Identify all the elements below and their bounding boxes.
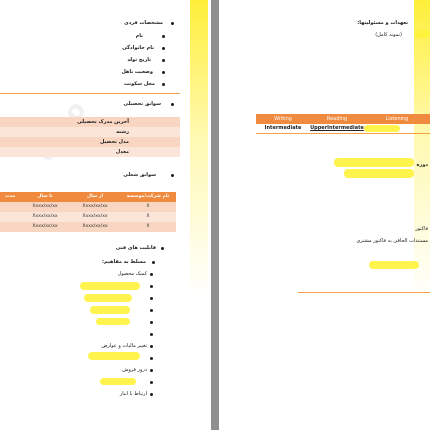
lang-value: Intermediate bbox=[264, 125, 302, 131]
section-title-personal: مشخصات فردی bbox=[124, 20, 163, 26]
jobs-cell: X bbox=[120, 212, 176, 222]
jobs-header: نام شرکت/موسسه bbox=[120, 192, 176, 202]
bullet bbox=[150, 309, 153, 312]
jobs-cell bbox=[0, 202, 20, 212]
education-row bbox=[0, 127, 180, 137]
text-highlight bbox=[369, 261, 419, 269]
bullet bbox=[150, 333, 153, 336]
education-label: رشته bbox=[116, 129, 129, 135]
jobs-header: از سال bbox=[70, 192, 120, 202]
bullet bbox=[162, 59, 165, 62]
jobs-cell: Xxxx/xx/xx bbox=[70, 202, 120, 212]
jobs-cell bbox=[0, 222, 20, 232]
lang-value: UpperIntermediate bbox=[310, 125, 364, 131]
jobs-header: مدت bbox=[0, 192, 20, 202]
bullet bbox=[150, 285, 153, 288]
bullet bbox=[150, 357, 153, 360]
education-label: آخرین مدرک تحصیلی bbox=[77, 119, 129, 125]
text-highlight bbox=[344, 169, 414, 178]
bullet bbox=[171, 22, 174, 25]
right-page bbox=[219, 0, 430, 430]
skill-item: ارتباط با انبار bbox=[119, 391, 147, 397]
education-label: مدل تحصیل bbox=[100, 139, 129, 145]
text-highlight bbox=[90, 306, 130, 314]
bullet bbox=[162, 83, 165, 86]
section-divider bbox=[298, 292, 430, 293]
bullet bbox=[150, 381, 153, 384]
bullet bbox=[162, 47, 165, 50]
skill-item: تغییر مالیات و عوارض bbox=[101, 343, 147, 349]
section-divider bbox=[0, 93, 180, 94]
text-highlight bbox=[84, 294, 132, 302]
text-highlight bbox=[80, 282, 140, 290]
personal-item: محل سکونت bbox=[123, 81, 155, 87]
lang-header: Writing bbox=[256, 114, 310, 124]
jobs-cell: Xxxx/xx/xx bbox=[20, 202, 70, 212]
lang-header: Listening bbox=[364, 114, 430, 124]
bullet bbox=[150, 345, 153, 348]
education-label: معدل bbox=[115, 149, 129, 155]
personal-item: وضعیت تاهل bbox=[121, 69, 153, 75]
skill-item: کمیک محصول bbox=[117, 271, 147, 277]
personal-item: نام bbox=[135, 33, 143, 39]
jobs-cell: X bbox=[120, 222, 176, 232]
personal-item: تاریخ تولد bbox=[127, 57, 151, 63]
text-b: فاکتور bbox=[415, 226, 428, 232]
lang-header: Reading bbox=[310, 114, 364, 124]
text-c: مستندات الحاقی به فاکتور مشتری bbox=[356, 238, 428, 244]
text-highlight bbox=[96, 318, 130, 325]
text-highlight bbox=[334, 158, 414, 167]
bullet bbox=[150, 369, 153, 372]
left-page bbox=[0, 0, 211, 430]
section-title-jobs: سوابق شغلی bbox=[123, 172, 156, 178]
bullet bbox=[152, 261, 155, 264]
text-highlight bbox=[415, 30, 430, 38]
header-line: تعهدات و مسئولیتها: bbox=[357, 20, 408, 26]
education-row bbox=[0, 147, 180, 157]
jobs-cell: Xxxx/xx/xx bbox=[70, 222, 120, 232]
section-title-skills: قابلیت های فنی bbox=[115, 245, 156, 251]
bullet bbox=[161, 247, 164, 250]
bullet bbox=[150, 273, 153, 276]
skills-subtitle: مسلط به مفاهیم: bbox=[102, 259, 146, 265]
bullet bbox=[150, 321, 153, 324]
bullet bbox=[162, 35, 165, 38]
text-highlight bbox=[364, 125, 400, 132]
jobs-cell: Xxxx/xx/xx bbox=[70, 212, 120, 222]
jobs-cell: X bbox=[120, 202, 176, 212]
text-highlight bbox=[88, 352, 140, 360]
bullet bbox=[150, 297, 153, 300]
section-title-education: سوابق تحصیلی bbox=[123, 101, 161, 107]
page-divider bbox=[211, 0, 219, 430]
jobs-cell: Xxxx/xx/xx bbox=[20, 222, 70, 232]
header-sub: (نمونه کامل) bbox=[375, 32, 402, 38]
jobs-cell bbox=[0, 212, 20, 222]
education-row bbox=[0, 137, 180, 147]
table-rule bbox=[256, 133, 430, 134]
label-a: دوره bbox=[416, 162, 428, 168]
text-highlight bbox=[100, 378, 136, 385]
bullet bbox=[171, 103, 174, 106]
jobs-cell: Xxxx/xx/xx bbox=[20, 212, 70, 222]
bullet bbox=[162, 71, 165, 74]
personal-item: نام خانوادگی bbox=[122, 45, 154, 51]
bullet bbox=[150, 393, 153, 396]
bullet bbox=[171, 174, 174, 177]
skill-item: درور فروش bbox=[122, 367, 147, 373]
jobs-header: تا سال bbox=[20, 192, 70, 202]
